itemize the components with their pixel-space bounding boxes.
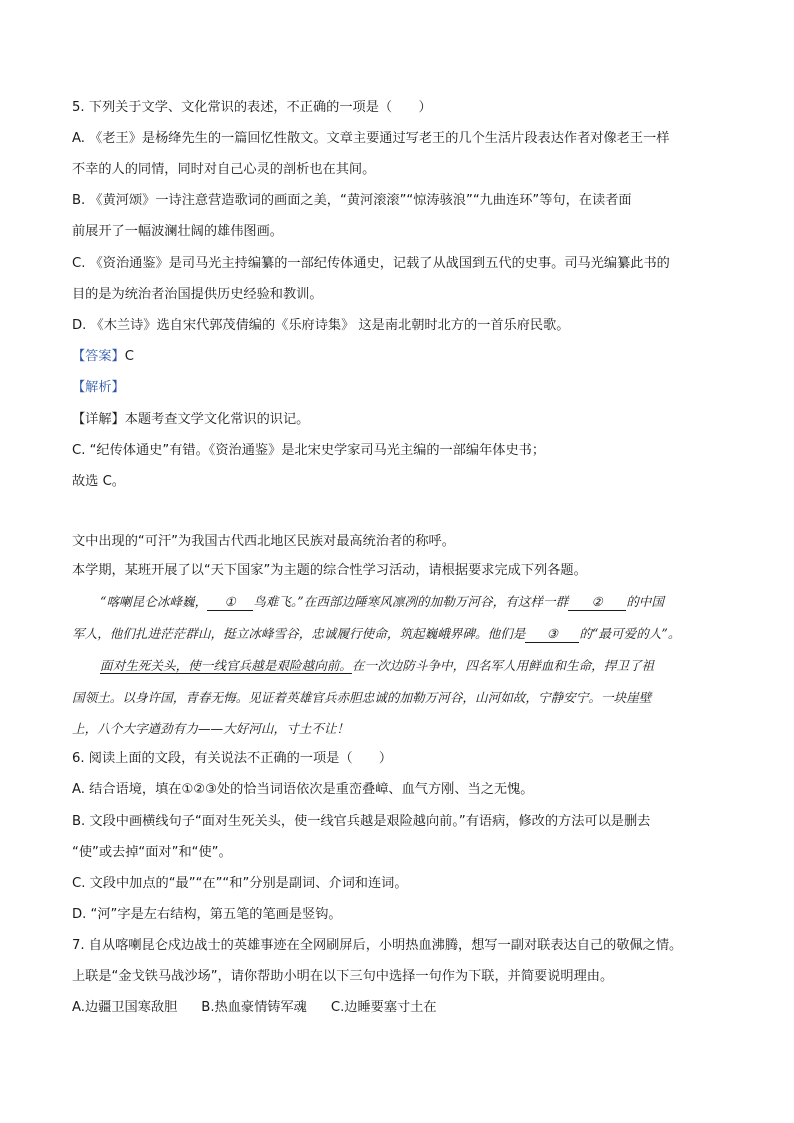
q5-option-d: D. 《木兰诗》选自宋代郭茂倩编的《乐府诗集》 这是南北朝时北方的一首乐府民歌。 [72,318,570,333]
q5-option-c-line1: C. 《资治通鉴》是司马光主持编纂的一部纪传体通史，记载了从战国到五代的史事。司马光编纂此书的 [72,256,670,271]
q5-detail [72,410,309,430]
q6-stem: 6. 阅读上面的文段，有关说法不正确的一项是（ ） [72,751,393,766]
answer-tag: 【答案】 [72,349,125,364]
context-note: 文中出现的“可汗”为我国古代西北地区民族对最高统治者的称呼。 [72,534,455,549]
q6-option-c: C. 文段中加点的“最”“在”“和”分别是副词、介词和连词。 [72,876,408,891]
q5-stem: 5. 下列关于文学、文化常识的表述，不正确的一项是（ ） [72,100,432,115]
q5-option-a-line1: A. 《老王》是杨绛先生的一篇回忆性散文。文章主要通过写老王的几个生活片段表达作者对像老王一样 [72,131,670,146]
q6-option-b-line1: B. 文段中画横线句子“面对生死关头，使一线官兵越是艰险越向前。”有语病，修改的方法可以是删去 [72,814,651,829]
q6-option-d: D. “河”字是左右结构，第五笔的笔画是竖钩。 [72,907,342,922]
q5-analysis-tag [72,378,125,398]
blank-3: ③ [525,626,579,643]
analysis-tag: 【解析】 [72,380,125,395]
blank-2: ② [568,594,626,611]
context-intro: 本学期，某班开展了以“天下国家”为主题的综合性学习活动，请根据要求完成下列各题。 [72,563,587,578]
q5-option-a-line2: 不幸的人的同情，同时对自己心灵的剖析也在其间。 [72,162,376,177]
q7-option-a: A.边疆卫国寒敌胆 [72,1000,178,1015]
q5-option-c-line2: 目的是为统治者治国提供历史经验和教训。 [72,287,323,302]
q6-option-a: A. 结合语境，填在①②③处的恰当词语依次是重峦叠嶂、血气方刚、当之无愧。 [72,782,534,797]
passage-line5: 上，八个大字遒劲有力——大好河山，寸土不让！ [72,721,350,736]
q7-stem: 7. 自从喀喇昆仑戍边战士的英雄事迹在全网刷屏后，小明热血沸腾，想写一副对联表达自己的敬佩之情。 [72,938,683,953]
q5-option-b-line1: B. 《黄河颂》一诗注意营造歌词的画面之美，“黄河滚滚”“惊涛骇浪”“九曲连环”等句，在读者面 [72,193,632,208]
q5-answer [72,347,134,367]
detail-tag: 【详解】 [72,412,125,427]
passage-line2: 军人，他们扎进茫茫群山，挺立冰峰雪谷，忠诚履行使命，筑起巍峨界碑。他们是 ③ 的“最可爱的人”。 [72,626,681,641]
passage-line3: 面对生死关头，使一线官兵越是艰险越向前。在一次边防斗争中，四名军人用鲜血和生命，捍卫了祖 [100,658,655,673]
q5-option-b-line2: 前展开了一幅波澜壮阔的雄伟图画。 [72,224,283,239]
passage-line1: “喀喇昆仑冰峰巍， ① 鸟难飞。”在西部边陲寒风凛冽的加勒万河谷，有这样一群 ② 的中国 [100,594,664,609]
detail-text: 本题考查文学文化常识的识记。 [124,412,310,427]
q6-option-b-line2: “使”或去掉“面对”和“使”。 [72,845,232,860]
q7-option-b: B.热血豪情铸军魂 [201,1000,307,1015]
underlined-sentence: 面对生死关头，使一线官兵越是艰险越向前。 [100,658,352,673]
q5-detail-c: C. “纪传体通史”有错。《资治通鉴》是北宋史学家司马光主编的一部编年体史书； [72,443,546,458]
q7-option-c: C.边睡要塞寸土在 [330,1000,437,1015]
q5-conclusion: 故选 C。 [72,474,125,489]
answer-value: C [124,349,134,364]
blank-1: ① [207,594,253,611]
q7-stem-line2: 上联是“金戈铁马战沙场”，请你帮助小明在以下三句中选择一句作为下联，并简要说明理由。 [72,969,614,984]
q7-options [72,998,437,1018]
passage-line4: 国领土。以身许国，青春无悔。见证着英雄官兵赤胆忠诚的加勒万河谷，山河如故，宁静安宁。一块崖壁 [72,690,652,705]
